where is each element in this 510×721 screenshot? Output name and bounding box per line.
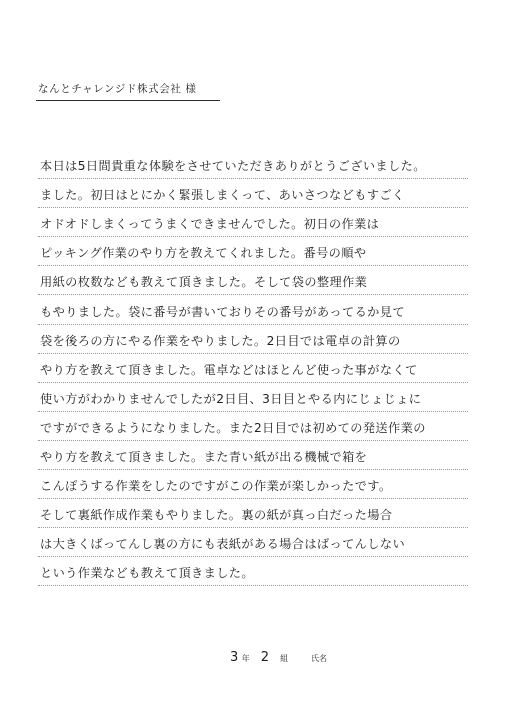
- ruled-line: [38, 150, 468, 179]
- grade-label: 年: [241, 654, 250, 663]
- body-line: 袋を後ろの方にやる作業をやりました。2日目では電卓の計算の: [40, 333, 401, 348]
- ruled-line: [38, 325, 468, 354]
- body-line: 本日は5日間貴重な体験をさせていただきありがとうございました。: [40, 159, 426, 174]
- ruled-line: [38, 441, 468, 470]
- body-line: ピッキング作業のやり方を教えてくれました。番号の順や: [40, 246, 367, 261]
- addressee: なんとチャレンジド株式会社 様: [38, 83, 197, 95]
- body-line: オドオドしまくってうまくできませんでした。初日の作業は: [40, 217, 380, 232]
- ruled-line: [38, 237, 468, 266]
- body-line: ですができるようになりました。また2日目では初めての発送作業の: [40, 420, 426, 435]
- ruled-line: [38, 412, 468, 441]
- ruled-line: [38, 470, 468, 499]
- body-line: は大きくばってんし裏の方にも表紙がある場合はばってんしない: [40, 537, 406, 552]
- body-line: やり方を教えて頂きました。電卓などはほとんど使った事がなくて: [40, 362, 418, 377]
- grade-value: 3: [230, 650, 239, 665]
- class-label: 組: [280, 654, 289, 663]
- body-line: という作業なども教えて頂きました。: [40, 566, 254, 581]
- body-line: そして裏紙作成作業もやりました。裏の紙が真っ白だった場合: [40, 508, 393, 523]
- class-value: 2: [260, 650, 270, 665]
- body-line: 用紙の枚数なども教えて頂きました。そして袋の整理作業: [40, 275, 368, 290]
- body-line: 使い方がわかりませんでしたが2日目、3日目とやる内にじょじょに: [40, 391, 422, 406]
- ruled-line: [38, 295, 468, 324]
- ruled-line: [38, 499, 468, 528]
- name-label: 氏名: [311, 654, 328, 663]
- body-line: ました。初日はとにかく緊張しまくって、あいさつなどもすごく: [40, 188, 405, 203]
- ruled-line: [38, 266, 468, 295]
- body-line: もやりました。袋に番号が書いておりその番号があってるか見て: [40, 304, 405, 319]
- letter-body: [38, 150, 468, 586]
- body-line: こんぽうする作業をしたのですがこの作業が楽しかったです。: [40, 479, 392, 494]
- signature-footer: [230, 650, 327, 672]
- ruled-line: [38, 208, 468, 237]
- ruled-line: [38, 528, 468, 557]
- addressee-underline: [36, 100, 220, 101]
- ruled-line: [38, 557, 468, 586]
- ruled-line: [38, 354, 468, 383]
- addressee-block: [36, 80, 220, 102]
- ruled-line: [38, 383, 468, 412]
- body-line: やり方を教えて頂きました。また青い紙が出る機械で箱を: [40, 450, 368, 465]
- ruled-line: [38, 179, 468, 208]
